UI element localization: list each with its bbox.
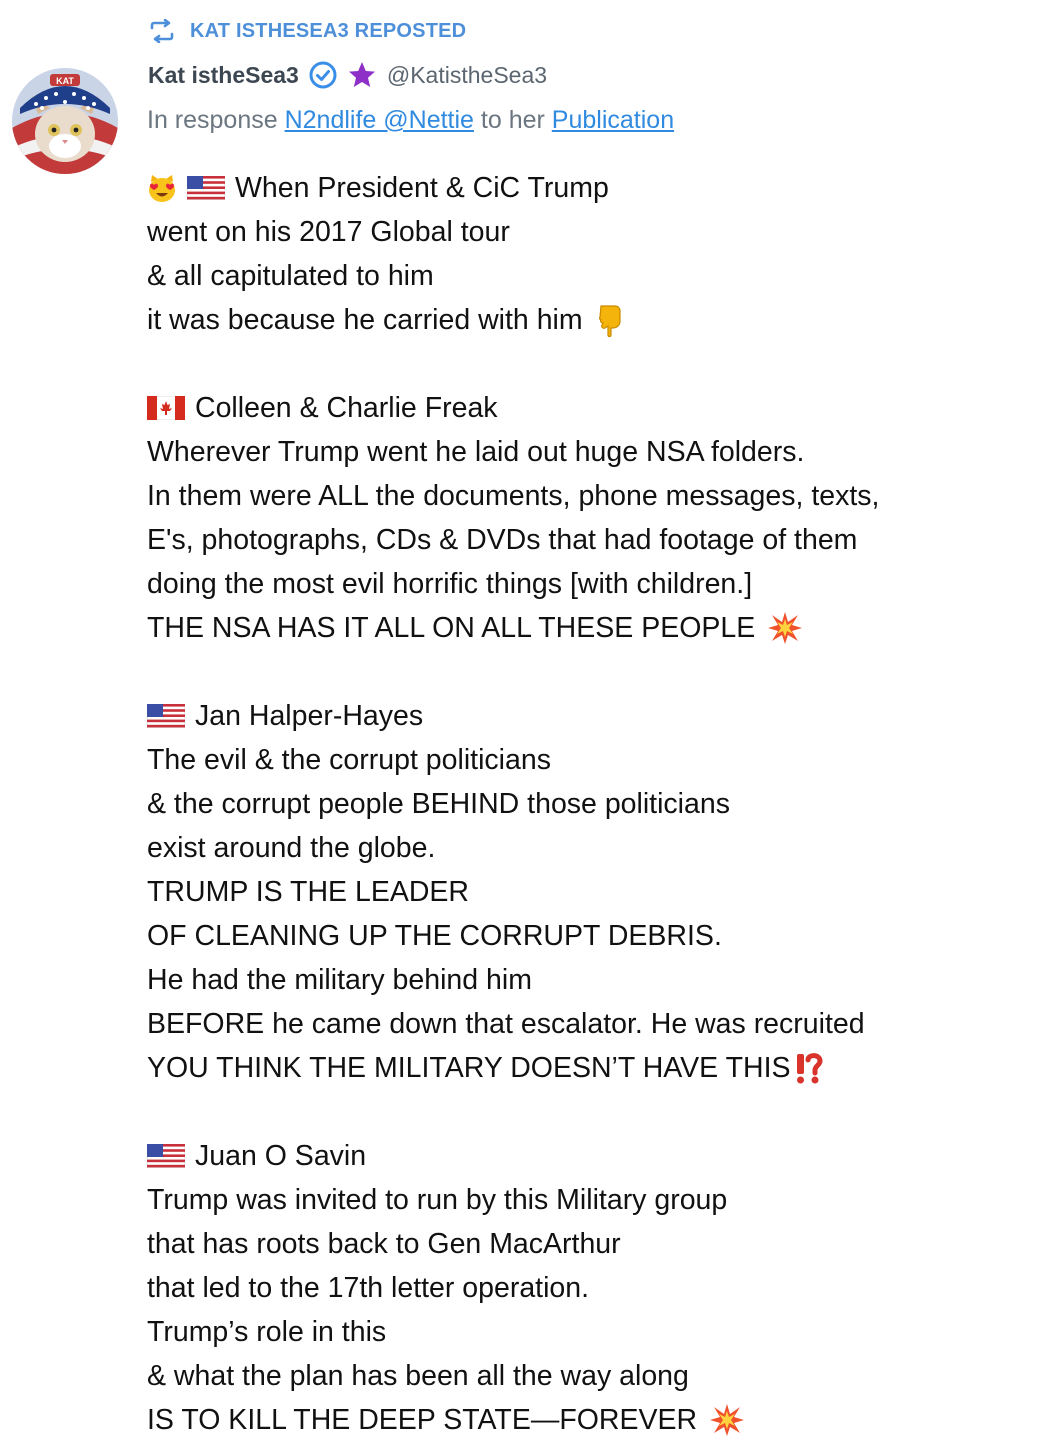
response-user-link[interactable]: N2ndlife @Nettie (284, 106, 474, 134)
post-text: He had the military behind him (147, 964, 532, 996)
post-text: exist around the globe. (147, 832, 436, 864)
post-text: Trump’s role in this (147, 1316, 387, 1348)
repost-header[interactable] (148, 18, 466, 44)
post-text: THE NSA HAS IT ALL ON ALL THESE PEOPLE (147, 612, 756, 644)
post-line (147, 914, 1047, 958)
post-text: YOU THINK THE MILITARY DOESN’T HAVE THIS (147, 1052, 791, 1084)
post-line (147, 430, 1047, 474)
post-text: & what the plan has been all the way along (147, 1360, 689, 1392)
post-text: In them were ALL the documents, phone messages, texts, (147, 480, 880, 512)
repost-label: KAT ISTHESEA3 REPOSTED (190, 19, 467, 42)
post-text: OF CLEANING UP THE CORRUPT DEBRIS. (147, 920, 722, 952)
speaker-name: Jan Halper-Hayes (195, 700, 424, 732)
post-text: When President & CiC Trump (235, 172, 609, 204)
us-flag-icon (147, 1144, 185, 1168)
blank-line (147, 650, 1047, 694)
author-name[interactable]: Kat istheSea3 (148, 61, 299, 88)
verified-icon (309, 61, 337, 89)
post-line (147, 1222, 1047, 1266)
post-line (147, 1046, 1047, 1090)
pointing-down-icon (595, 302, 627, 338)
post-line (147, 386, 1047, 430)
post-text: Wherever Trump went he laid out huge NSA folders. (147, 436, 805, 468)
post-text: The evil & the corrupt politicians (147, 744, 551, 776)
post-line (147, 1266, 1047, 1310)
post-text: went on his 2017 Global tour (147, 216, 510, 248)
avatar-badge-text: KAT (56, 76, 74, 86)
post-line (147, 738, 1047, 782)
post-text: IS TO KILL THE DEEP STATE—FOREVER (147, 1404, 698, 1436)
collision-icon (709, 1403, 745, 1437)
post-line (147, 606, 1047, 650)
speaker-name: Juan O Savin (195, 1140, 367, 1172)
post-body (147, 166, 1047, 1442)
repost-icon (148, 19, 176, 43)
author-handle[interactable]: @KatistheSea3 (386, 61, 548, 88)
post-text: TRUMP IS THE LEADER (147, 876, 470, 908)
blank-line (147, 342, 1047, 386)
post-line (147, 210, 1047, 254)
blank-line (147, 1090, 1047, 1134)
post-line (147, 518, 1047, 562)
post-text: & the corrupt people BEHIND those politicians (147, 788, 730, 820)
post-line (147, 782, 1047, 826)
avatar[interactable] (12, 68, 118, 174)
post-text: that has roots back to Gen MacArthur (147, 1228, 621, 1260)
star-icon (347, 60, 377, 90)
post-line (147, 1354, 1047, 1398)
post-line (147, 1310, 1047, 1354)
post-line (147, 1178, 1047, 1222)
post-line (147, 1398, 1047, 1442)
post-line (147, 474, 1047, 518)
post-line (147, 694, 1047, 738)
post-text: BEFORE he came down that escalator. He was recruited (147, 1008, 865, 1040)
collision-icon (767, 611, 803, 645)
post-text: that led to the 17th letter operation. (147, 1272, 590, 1304)
post-line (147, 1002, 1047, 1046)
post-text: it was because he carried with him (147, 304, 583, 336)
speaker-name: Colleen & Charlie Freak (195, 392, 498, 424)
post-line (147, 870, 1047, 914)
response-publication-link[interactable]: Publication (551, 106, 675, 134)
canada-flag-icon (147, 396, 185, 420)
post-line (147, 166, 1047, 210)
post-line (147, 1134, 1047, 1178)
author-row (148, 60, 547, 90)
us-flag-icon (147, 704, 185, 728)
post-line (147, 254, 1047, 298)
post-line (147, 958, 1047, 1002)
post-text: Trump was invited to run by this Military group (147, 1184, 728, 1216)
us-flag-icon (187, 176, 225, 200)
post-text: E's, photographs, CDs & DVDs that had footage of them (147, 524, 858, 556)
post-line (147, 562, 1047, 606)
post-text: & all capitulated to him (147, 260, 434, 292)
response-line (147, 106, 674, 135)
response-middle: to her (480, 106, 545, 134)
response-prefix: In response (147, 106, 278, 134)
post-line (147, 826, 1047, 870)
post-line (147, 298, 1047, 342)
heart-eyes-cat-icon (147, 173, 177, 203)
cat-avatar-image (12, 68, 118, 174)
post-text: doing the most evil horrific things [with children.] (147, 568, 753, 600)
interrobang-icon (793, 1051, 825, 1085)
